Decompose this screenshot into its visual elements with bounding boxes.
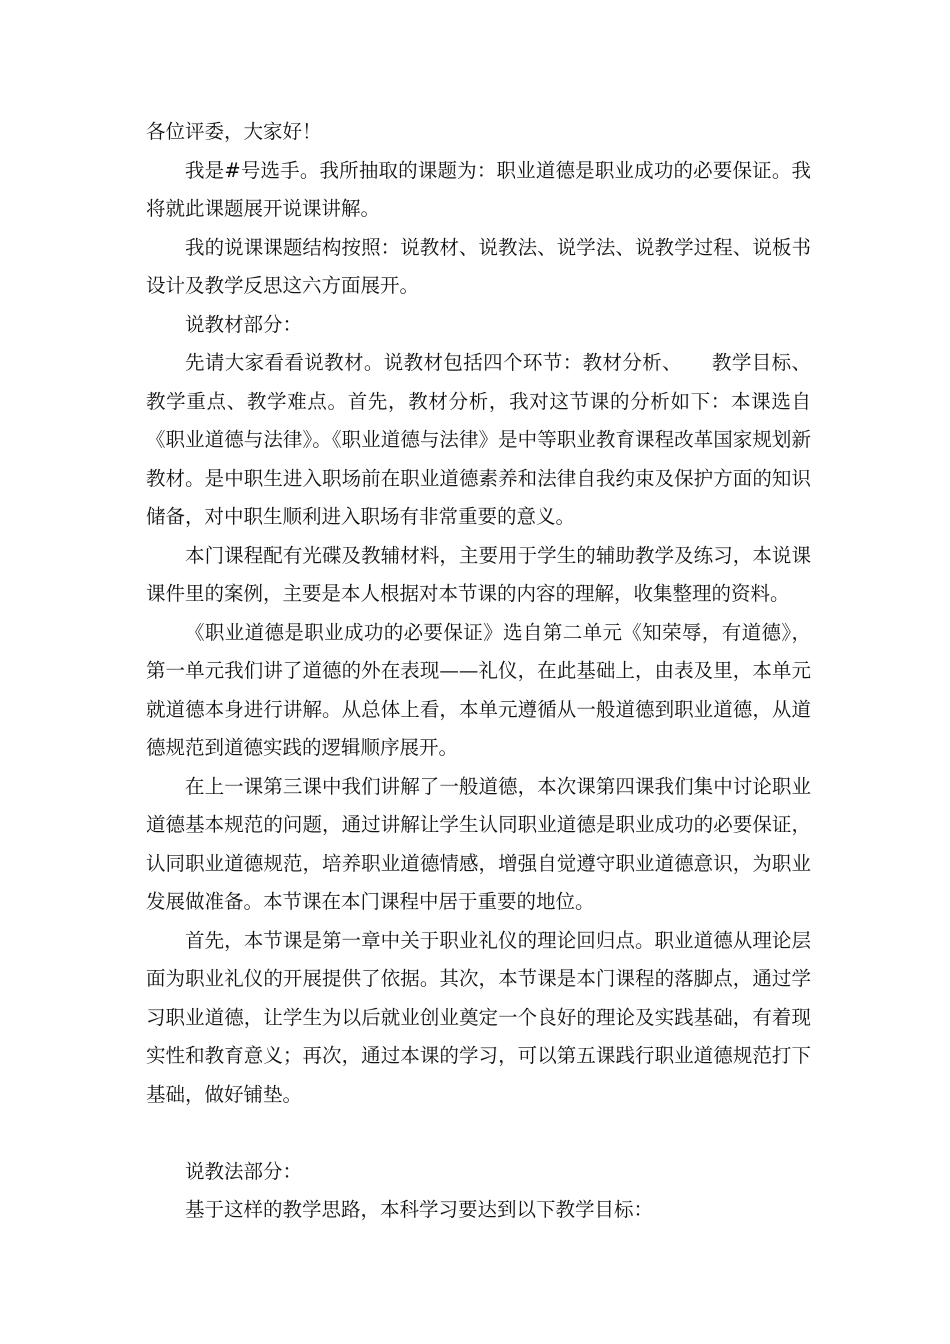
structure-paragraph: 我的说课课题结构按照：说教材、说教法、说学法、说教学过程、说板书设计及教学反思这六方面展开。: [146, 235, 811, 297]
section-heading-teaching-method: 说教法部分：: [185, 1159, 303, 1183]
section-heading-textbook: 说教材部分：: [185, 312, 303, 336]
textbook-analysis-paragraph: 先请大家看看说教材。说教材包括四个环节：教材分析、 教学目标、教学重点、教学难点。首先，教材分析，我对这节课的分析如下：本课选自《职业道德与法律》。《职业道德与法律》是中等职业教育课程改革国家规划新教材。是中职生进入职场前在职业道德素养和法律自我约束及保护方面的知识储备，对中职生顺利进入职场有非常重要的意义。: [146, 351, 811, 528]
teaching-goals-intro-paragraph: 基于这样的教学思路，本科学习要达到以下教学目标：: [185, 1198, 654, 1221]
course-materials-paragraph: 本门课程配有光碟及教辅材料，主要用于学生的辅助教学及练习，本说课课件里的案例，主要是本人根据对本节课的内容的理解，收集整理的资料。: [146, 543, 811, 605]
introduction-paragraph: 我是#号选手。我所抽取的课题为：职业道德是职业成功的必要保证。我将就此课题展开说课讲解。: [146, 158, 811, 220]
lesson-position-paragraph: 在上一课第三课中我们讲解了一般道德，本次课第四课我们集中讨论职业道德基本规范的问题，通过讲解让学生认同职业道德是职业成功的必要保证，认同职业道德规范，培养职业道德情感，增强自觉遵守职业道德意识，为职业发展做准备。本节课在本门课程中居于重要的地位。: [146, 774, 811, 913]
document-body: [146, 113, 811, 1230]
greeting-paragraph: 各位评委，大家好！: [146, 120, 322, 143]
lesson-significance-paragraph: 首先，本节课是第一章中关于职业礼仪的理论回归点。职业道德从理论层面为职业礼仪的开展提供了依据。其次，本节课是本门课程的落脚点，通过学习职业道德，让学生为以后就业创业奠定一个良好的理论及实践基础，有着现实性和教育意义；再次，通过本课的学习，可以第五课践行职业道德规范打下基础，做好铺垫。: [146, 928, 811, 1106]
unit-context-paragraph: 《职业道德是职业成功的必要保证》选自第二单元《知荣辱，有道德》，第一单元我们讲了道德的外在表现——礼仪，在此基础上，由表及里，本单元就道德本身进行讲解。从总体上看，本单元遵循从一般道德到职业道德，从道德规范到道德实践的逻辑顺序展开。: [146, 620, 811, 759]
